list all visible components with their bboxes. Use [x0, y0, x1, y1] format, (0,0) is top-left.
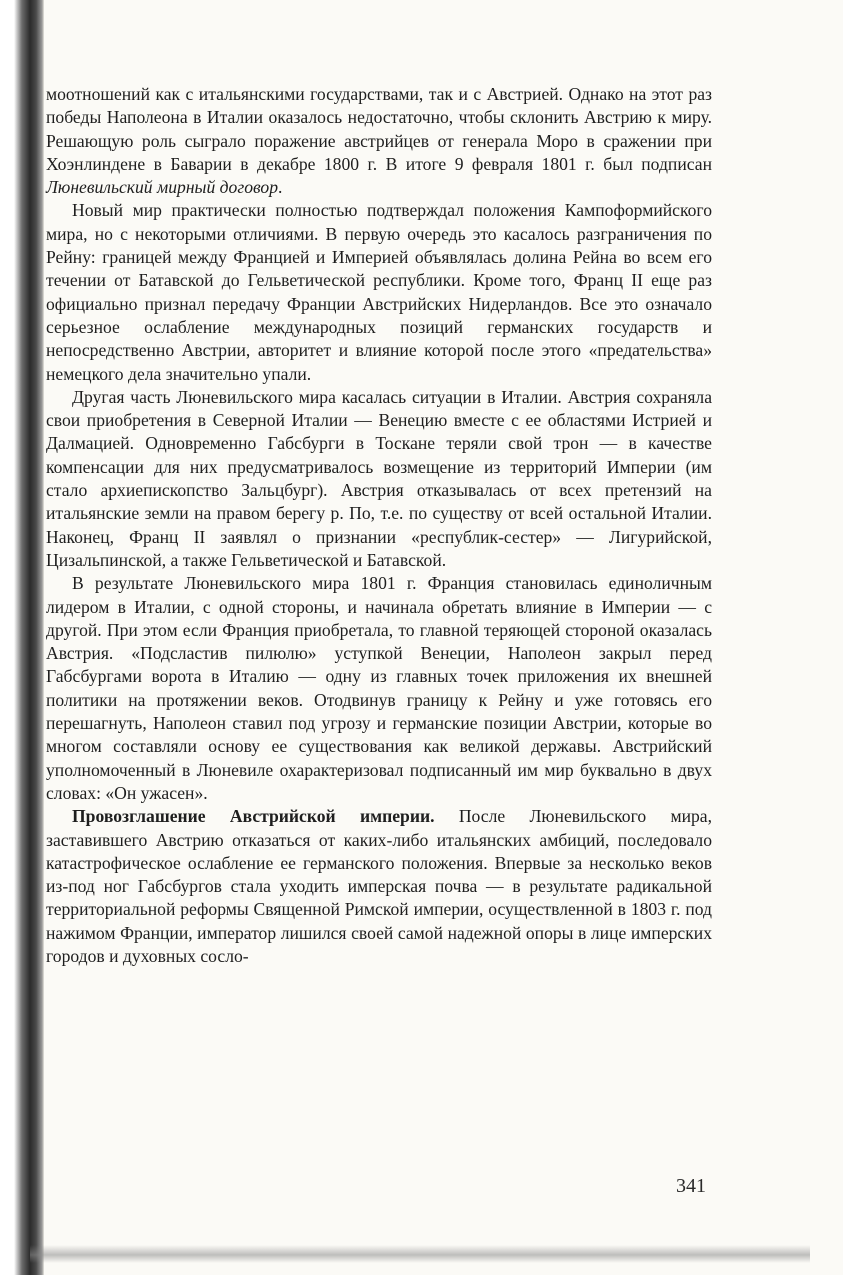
paragraph-4: В результате Люневильского мира 1801 г. Франция становилась единоличным лидером в Италии, с одной стороны, и начинала обретать влияние в Империи — с другой. При этом если Франция приобретала, то главной теряющей стороной оказалась Австрия. «Подсластив пилюлю» уступкой Венеции, Наполеон закрыл перед Габсбургами ворота в Италию — одну из главных точек приложения их внешней политики на протяжении веков. Отодвинув границу к Рейну и уже готовясь его перешагнуть, Наполеон ставил под угрозу и германские позиции Австрии, которые во многом составляли основу ее существования как великой державы. Австрийский уполномоченный в Люневиле охарактеризовал подписанный им мир буквально в двух словах: «Он ужасен».	[46, 573, 712, 803]
paragraph-5	[46, 805, 712, 968]
section-heading: Провозглашение Австрийской империи.	[72, 806, 435, 827]
paragraph-1-text: моотношений как с итальянскими государствами, так и с Австрией. Однако на этот раз победы Наполеона в Италии оказалось недостаточно, чтобы склонить Австрию к миру. Решающую роль сыграло поражение австрийцев от генерала Моро в сражении при Хоэнлиндене в Баварии в декабре 1800 г. В итоге 9 февраля 1801 г. был подписан	[46, 84, 712, 174]
paragraph-2: Новый мир практически полностью подтверждал положения Кампоформийского мира, но с некоторыми отличиями. В первую очередь это касалось разграничения по Рейну: границей между Францией и Империей объявлялась долина Рейна во всем его течении от Батавской до Гельветической республики. Кроме того, Франц II еще раз официально признал передачу Франции Австрийских Нидерландов. Все это означало серьезное ослабление международных позиций германских государств и непосредственно Австрии, авторитет и влияние которой после этого «предательства» немецкого дела значительно упали.	[46, 200, 712, 384]
paragraph-1	[46, 83, 712, 199]
page-number: 341	[676, 1175, 706, 1197]
paragraph-3: Другая часть Люневильского мира касалась ситуации в Италии. Австрия сохраняла свои приобретения в Северной Италии — Венецию вместе с ее областями Истрией и Далмацией. Одновременно Габсбурги в Тоскане теряли свой трон — в качестве компенсации для них предусматривалось возмещение из территорий Империи (им стало архиепископство Зальцбург). Австрия отказывалась от всех претензий на итальянские земли на правом берегу р. По, т.е. по существу от всей остальной Италии. Наконец, Франц II заявлял о признании «республик-сестер» — Лигурийской, Цизальпинской, а также Гельветической и Батавской.	[46, 386, 712, 570]
page-binding-shadow	[0, 0, 44, 1275]
paragraph-1-end: .	[278, 177, 283, 198]
page-text	[46, 83, 712, 968]
paragraph-5-text: После Люневильского мира, заставившего Австрию отказаться от каких-либо итальянских амбиций, последовало катастрофическое ослабление ее германского положения. Впервые за несколько веков из-под ног Габсбургов стала уходить имперская почва — в результате радикальной территориальной реформы Священной Римской империи, осуществленной в 1803 г. под нажимом Франции, император лишился своей самой надежной опоры в лице имперских городов и духовных сосло-	[46, 806, 713, 966]
page-bottom-shadow	[30, 1245, 810, 1263]
treaty-name-italic: Люневильский мирный договор	[46, 177, 279, 198]
